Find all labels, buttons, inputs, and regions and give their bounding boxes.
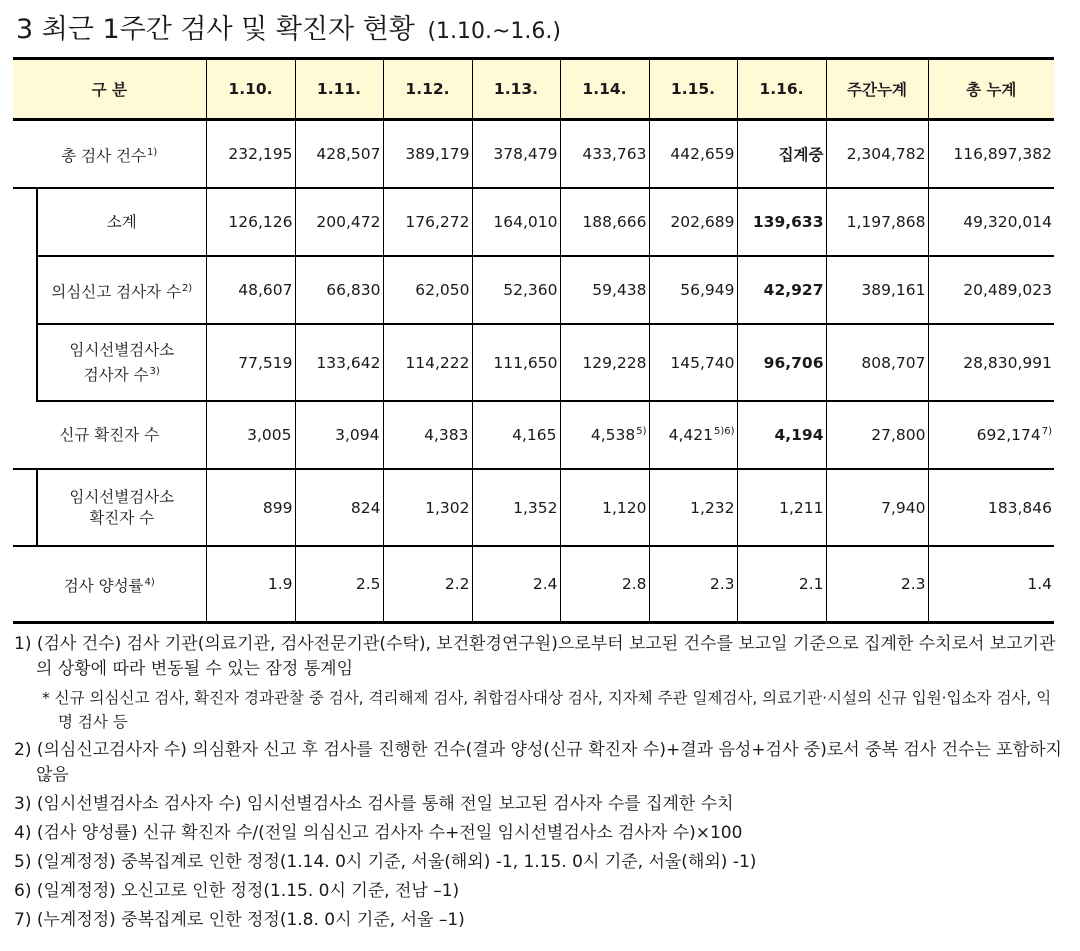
table-cell: 808,707 bbox=[826, 324, 928, 401]
footnote: 6) (일계정정) 오신고로 인한 정정(1.15. 0시 기준, 전남 –1) bbox=[14, 881, 460, 901]
row-label: 임시선별검사소 검사자 수$^{3)}$ bbox=[37, 324, 206, 401]
stats-table bbox=[13, 57, 1054, 624]
table-cell: 133,642 bbox=[295, 324, 383, 401]
row-new-confirmed bbox=[13, 401, 1054, 469]
table-cell: 2.4 bbox=[472, 546, 560, 623]
document-title bbox=[16, 12, 561, 48]
footnotes bbox=[14, 632, 1064, 937]
table-cell: 48,607 bbox=[206, 256, 295, 324]
table-cell: 3,005 bbox=[206, 401, 295, 469]
table-cell: 428,507 bbox=[295, 120, 383, 189]
row-suspected-testees bbox=[13, 256, 1054, 324]
table-cell: 27,800 bbox=[826, 401, 928, 469]
row-label: 검사 양성률$^{4)}$ bbox=[13, 546, 206, 623]
table-cell: 2.1 bbox=[737, 546, 826, 623]
table-cell: 42,927 bbox=[737, 256, 826, 324]
footnote: 2) (의심신고검사자 수) 의심환자 신고 후 검사를 진행한 건수(결과 양성(신규 확진자 수)+결과 음성+검사 중)로서 중복 검사 건수는 포함하지 않음 bbox=[14, 740, 1062, 785]
table-cell: 389,161 bbox=[826, 256, 928, 324]
table-cell: 824 bbox=[295, 469, 383, 546]
table-cell: 164,010 bbox=[472, 188, 560, 256]
table-cell: 7,940 bbox=[826, 469, 928, 546]
table-cell: 49,320,014 bbox=[928, 188, 1054, 256]
table-cell: 442,659 bbox=[649, 120, 737, 189]
row-positive-rate bbox=[13, 546, 1054, 623]
table-cell: 145,740 bbox=[649, 324, 737, 401]
footnote-sub: * 신규 의심신고 검사, 확진자 경과관찰 중 검사, 격리해제 검사, 취합검사대상 검사, 지자체 주관 일제검사, 의료기관·시설의 신규 입원·입소자 검사, 익명 검사 등 bbox=[42, 689, 1052, 731]
group-indent bbox=[13, 188, 37, 401]
header-date: 1.16. bbox=[737, 59, 826, 120]
table-cell: 126,126 bbox=[206, 188, 295, 256]
table-cell: 114,222 bbox=[383, 324, 472, 401]
table-cell: 4,383 bbox=[383, 401, 472, 469]
table-cell: 899 bbox=[206, 469, 295, 546]
footnote: 3) (임시선별검사소 검사자 수) 임시선별검사소 검사를 통해 전일 보고된 검사자 수를 집계한 수치 bbox=[14, 794, 734, 814]
footnote: 7) (누계정정) 중복집계로 인한 정정(1.8. 0시 기준, 서울 –1) bbox=[14, 910, 465, 930]
table-cell: 2.2 bbox=[383, 546, 472, 623]
footnote: 4) (검사 양성률) 신규 확진자 수/(전일 의심신고 검사자 수+전일 임시선별검사소 검사자 수)×100 bbox=[14, 823, 743, 843]
table-cell: 433,763 bbox=[560, 120, 649, 189]
table-cell: 692,174$^{7)}$ bbox=[928, 401, 1054, 469]
table-cell: 389,179 bbox=[383, 120, 472, 189]
table-cell: 1,211 bbox=[737, 469, 826, 546]
row-label: 소계 bbox=[37, 188, 206, 256]
table-cell: 2.8 bbox=[560, 546, 649, 623]
table-cell: 116,897,382 bbox=[928, 120, 1054, 189]
table-cell: 59,438 bbox=[560, 256, 649, 324]
table-cell: 1,120 bbox=[560, 469, 649, 546]
table-cell: 188,666 bbox=[560, 188, 649, 256]
table-cell: 378,479 bbox=[472, 120, 560, 189]
table-cell: 집계중 bbox=[737, 120, 826, 189]
header-grand-total: 총 누계 bbox=[928, 59, 1054, 120]
table-cell: 3,094 bbox=[295, 401, 383, 469]
row-label: 의심신고 검사자 수$^{2)}$ bbox=[37, 256, 206, 324]
row-subtotal bbox=[13, 188, 1054, 256]
table-cell: 77,519 bbox=[206, 324, 295, 401]
header-date: 1.11. bbox=[295, 59, 383, 120]
table-cell: 1,232 bbox=[649, 469, 737, 546]
row-screening-testees bbox=[13, 324, 1054, 401]
group-indent bbox=[13, 469, 37, 546]
row-label: 신규 확진자 수 bbox=[13, 401, 206, 469]
table-cell: 200,472 bbox=[295, 188, 383, 256]
table-cell: 4,194 bbox=[737, 401, 826, 469]
table-cell: 56,949 bbox=[649, 256, 737, 324]
table-cell: 66,830 bbox=[295, 256, 383, 324]
table-cell: 4,165 bbox=[472, 401, 560, 469]
header-date: 1.14. bbox=[560, 59, 649, 120]
table-cell: 62,050 bbox=[383, 256, 472, 324]
table-cell: 2.3 bbox=[649, 546, 737, 623]
row-label: 총 검사 건수$^{1)}$ bbox=[13, 120, 206, 189]
table-cell: 4,538$^{5)}$ bbox=[560, 401, 649, 469]
header-row bbox=[13, 59, 1054, 120]
table-cell: 139,633 bbox=[737, 188, 826, 256]
table-cell: $4,421^{5)6)}$ bbox=[649, 401, 737, 469]
header-weekly-total: 주간누계 bbox=[826, 59, 928, 120]
table-cell: 1,302 bbox=[383, 469, 472, 546]
table-cell: 96,706 bbox=[737, 324, 826, 401]
table-cell: 2,304,782 bbox=[826, 120, 928, 189]
table-cell: 232,195 bbox=[206, 120, 295, 189]
table-cell: 183,846 bbox=[928, 469, 1054, 546]
table-cell: 202,689 bbox=[649, 188, 737, 256]
table-cell: 1,352 bbox=[472, 469, 560, 546]
header-date: 1.13. bbox=[472, 59, 560, 120]
row-label: 임시선별검사소 확진자 수 bbox=[37, 469, 206, 546]
row-screening-confirmed bbox=[13, 469, 1054, 546]
table-cell: 129,228 bbox=[560, 324, 649, 401]
table-cell: 2.5 bbox=[295, 546, 383, 623]
table-cell: 1,197,868 bbox=[826, 188, 928, 256]
footnote: 5) (일계정정) 중복집계로 인한 정정(1.14. 0시 기준, 서울(해외) -1, 1.15. 0시 기준, 서울(해외) -1) bbox=[14, 852, 757, 872]
title-main: 3 최근 1주간 검사 및 확진자 현황 bbox=[16, 14, 415, 45]
table-cell: 52,360 bbox=[472, 256, 560, 324]
header-date: 1.15. bbox=[649, 59, 737, 120]
table-cell: 1.9 bbox=[206, 546, 295, 623]
table-cell: 111,650 bbox=[472, 324, 560, 401]
table-cell: 20,489,023 bbox=[928, 256, 1054, 324]
table-cell: 176,272 bbox=[383, 188, 472, 256]
table-cell: 1.4 bbox=[928, 546, 1054, 623]
row-total-tests bbox=[13, 120, 1054, 189]
table-cell: 2.3 bbox=[826, 546, 928, 623]
table-cell: 28,830,991 bbox=[928, 324, 1054, 401]
header-date: 1.12. bbox=[383, 59, 472, 120]
header-date: 1.10. bbox=[206, 59, 295, 120]
title-period: (1.10.~1.6.) bbox=[427, 19, 561, 44]
header-category: 구 분 bbox=[13, 59, 206, 120]
footnote: 1) (검사 건수) 검사 기관(의료기관, 검사전문기관(수탁), 보건환경연구원)으로부터 보고된 건수를 보고일 기준으로 집계한 수치로서 보고기관의 상황에 따라 변동될 수 있는 잠정 통계임 bbox=[14, 634, 1056, 679]
